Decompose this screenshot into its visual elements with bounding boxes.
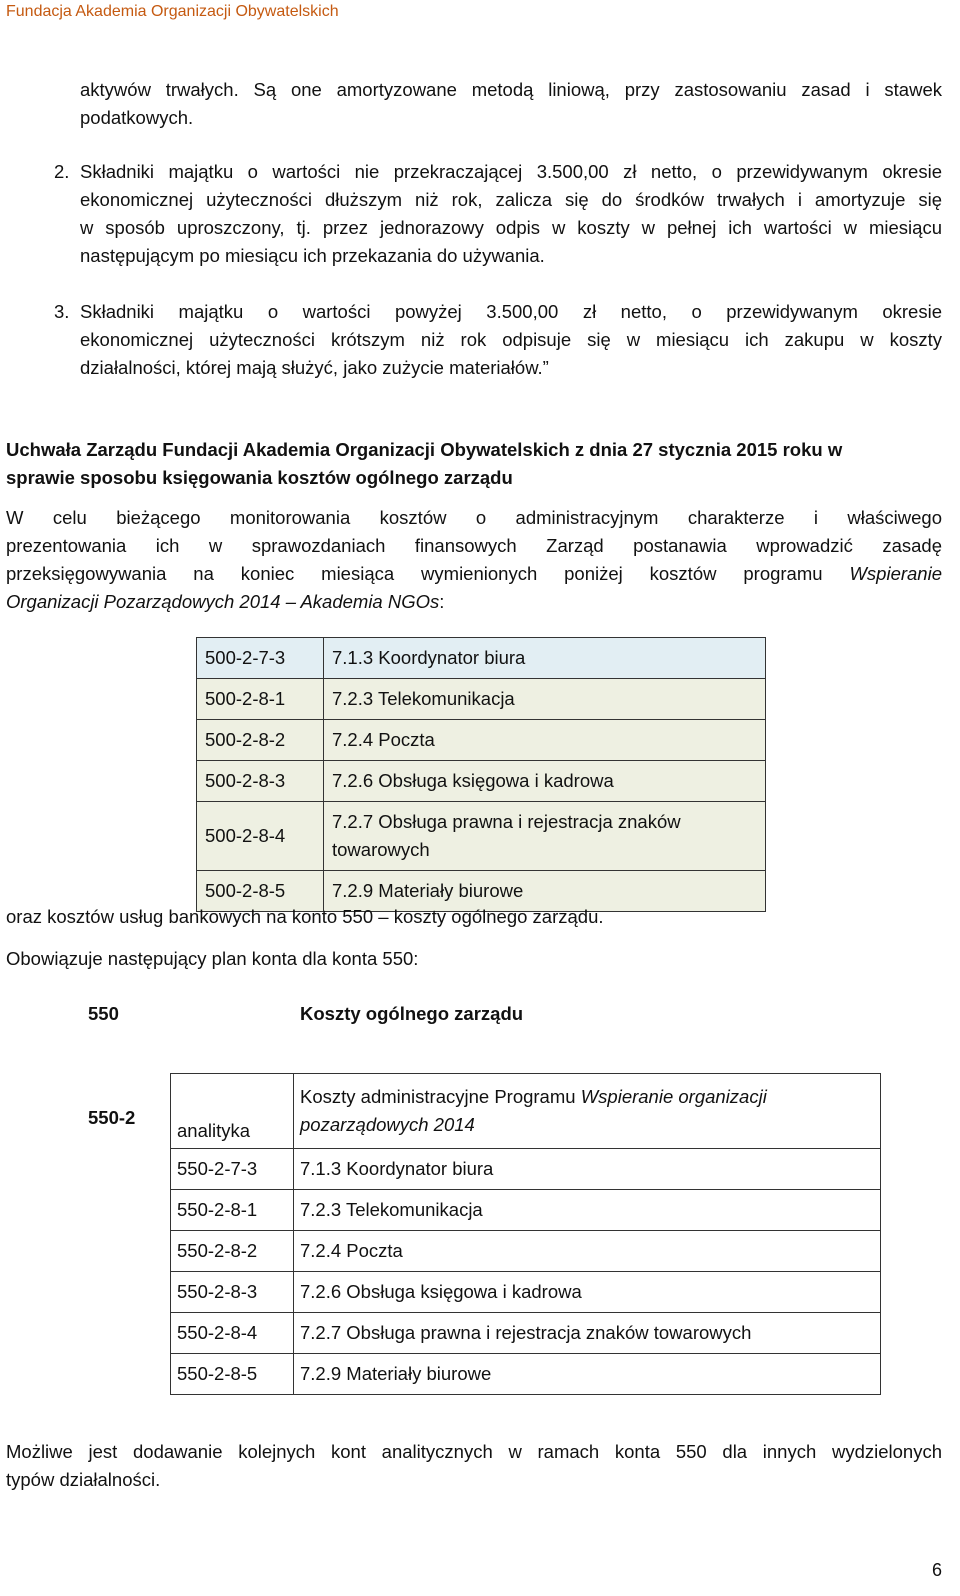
table-row bbox=[197, 802, 766, 871]
item2-line: w sposób uproszczony, tj. przez jednorazowy odpis w koszty w pełnej ich wartości w miesiącu bbox=[80, 217, 942, 238]
item3-line: Składniki majątku o wartości powyżej 3.500,00 zł netto, o przewidywanym okresie bbox=[80, 301, 942, 322]
account-code: 500-2-8-1 bbox=[197, 679, 324, 720]
table-row bbox=[171, 1190, 881, 1231]
page-header-title: Fundacja Akademia Organizacji Obywatelskich bbox=[6, 3, 339, 20]
account-plan-table bbox=[170, 1073, 881, 1395]
table-row bbox=[197, 679, 766, 720]
account-code: 500-2-8-4 bbox=[197, 802, 324, 871]
plan-intro-text: Obowiązuje następujący plan konta dla konta 550: bbox=[6, 948, 419, 969]
resolution-body-text: : bbox=[439, 591, 445, 612]
account-name bbox=[324, 802, 766, 871]
resolution-title: Uchwała Zarządu Fundacji Akademia Organizacji Obywatelskich z dnia 27 stycznia 2015 roku w bbox=[6, 439, 843, 460]
item3-line: ekonomicznej użyteczności krótszym niż rok odpisuje się w miesiącu ich zakupu w koszty bbox=[80, 329, 942, 350]
program-name-italic: pozarządowych 2014 bbox=[300, 1114, 475, 1135]
account-code: 550-2-8-4 bbox=[171, 1313, 294, 1354]
closing-line: Możliwe jest dodawanie kolejnych kont analitycznych w ramach konta 550 dla innych wydzielonych bbox=[6, 1441, 942, 1462]
account-name: 7.2.4 Poczta bbox=[324, 720, 766, 761]
account-name: 7.2.4 Poczta bbox=[294, 1231, 881, 1272]
resolution-body-line: W celu bieżącego monitorowania kosztów o administracyjnym charakterze i właściwego bbox=[6, 507, 942, 528]
account-code: 550-2-7-3 bbox=[171, 1149, 294, 1190]
resolution-body-line bbox=[6, 588, 444, 616]
resolution-body-text: przeksięgowywania na koniec miesiąca wymienionych poniżej kosztów programu bbox=[6, 563, 850, 584]
account-name: 7.1.3 Koordynator biura bbox=[294, 1149, 881, 1190]
account-code: 500-2-8-3 bbox=[197, 761, 324, 802]
account-name: 7.2.3 Telekomunikacja bbox=[294, 1190, 881, 1231]
account-name: 7.2.9 Materiały biurowe bbox=[294, 1354, 881, 1395]
resolution-body-line: prezentowania ich w sprawozdaniach finansowych Zarząd postanawia wprowadzić zasadę bbox=[6, 535, 942, 556]
account-name: 7.2.9 Materiały biurowe bbox=[324, 871, 766, 912]
account-name: 7.2.6 Obsługa księgowa i kadrowa bbox=[324, 761, 766, 802]
table-row bbox=[171, 1231, 881, 1272]
list-number: 3. bbox=[54, 301, 70, 322]
description-text: Koszty administracyjne Programu bbox=[300, 1086, 581, 1107]
closing-line: typów działalności. bbox=[6, 1469, 161, 1490]
account-description bbox=[294, 1074, 881, 1149]
table-row bbox=[197, 761, 766, 802]
account-name-line: 7.2.7 Obsługa prawna i rejestracja znaków bbox=[332, 811, 681, 832]
after-table-text: oraz kosztów usług bankowych na konto 550 – koszty ogólnego zarządu. bbox=[6, 906, 604, 927]
account-name: 7.2.3 Telekomunikacja bbox=[324, 679, 766, 720]
account-name: 7.2.7 Obsługa prawna i rejestracja znaków towarowych bbox=[294, 1313, 881, 1354]
account-550-2-code: 550-2 bbox=[88, 1107, 136, 1128]
item2-line: następującym po miesiącu ich przekazania do używania. bbox=[80, 245, 545, 266]
resolution-body-line bbox=[6, 560, 942, 588]
table-row bbox=[197, 638, 766, 679]
account-code: 500-2-8-5 bbox=[197, 871, 324, 912]
account-code: 550-2-8-5 bbox=[171, 1354, 294, 1395]
account-name-line: towarowych bbox=[332, 839, 430, 860]
table-row bbox=[171, 1354, 881, 1395]
intro-line: podatkowych. bbox=[80, 107, 194, 128]
table-row bbox=[171, 1074, 881, 1149]
analytics-label: analityka bbox=[171, 1074, 294, 1149]
item2-line: ekonomicznej użyteczności dłuższym niż rok, zalicza się do środków trwałych i amortyzuje się bbox=[80, 189, 942, 210]
item2-line: Składniki majątku o wartości nie przekraczającej 3.500,00 zł netto, o przewidywanym okresie bbox=[80, 161, 942, 182]
account-550-title: Koszty ogólnego zarządu bbox=[300, 1003, 524, 1024]
item3-line: działalności, której mają służyć, jako zużycie materiałów.” bbox=[80, 357, 549, 378]
account-code: 500-2-8-2 bbox=[197, 720, 324, 761]
list-number: 2. bbox=[54, 161, 70, 182]
account-code: 500-2-7-3 bbox=[197, 638, 324, 679]
table-row bbox=[171, 1313, 881, 1354]
program-name-italic: Wspieranie bbox=[849, 563, 942, 584]
table-row bbox=[171, 1149, 881, 1190]
intro-line: aktywów trwałych. Są one amortyzowane metodą liniową, przy zastosowaniu zasad i stawek bbox=[80, 79, 942, 100]
page-number: 6 bbox=[931, 1560, 942, 1580]
table-row bbox=[197, 720, 766, 761]
account-550-code: 550 bbox=[88, 1003, 119, 1024]
resolution-title: sprawie sposobu księgowania kosztów ogólnego zarządu bbox=[6, 467, 513, 488]
account-name: 7.1.3 Koordynator biura bbox=[324, 638, 766, 679]
cost-accounts-table bbox=[196, 637, 766, 912]
program-name-italic: Wspieranie organizacji bbox=[580, 1086, 767, 1107]
table-row bbox=[171, 1272, 881, 1313]
account-code: 550-2-8-3 bbox=[171, 1272, 294, 1313]
account-code: 550-2-8-1 bbox=[171, 1190, 294, 1231]
program-name-italic: Organizacji Pozarządowych 2014 – Akademia NGOs bbox=[6, 591, 440, 612]
account-code: 550-2-8-2 bbox=[171, 1231, 294, 1272]
account-name: 7.2.6 Obsługa księgowa i kadrowa bbox=[294, 1272, 881, 1313]
